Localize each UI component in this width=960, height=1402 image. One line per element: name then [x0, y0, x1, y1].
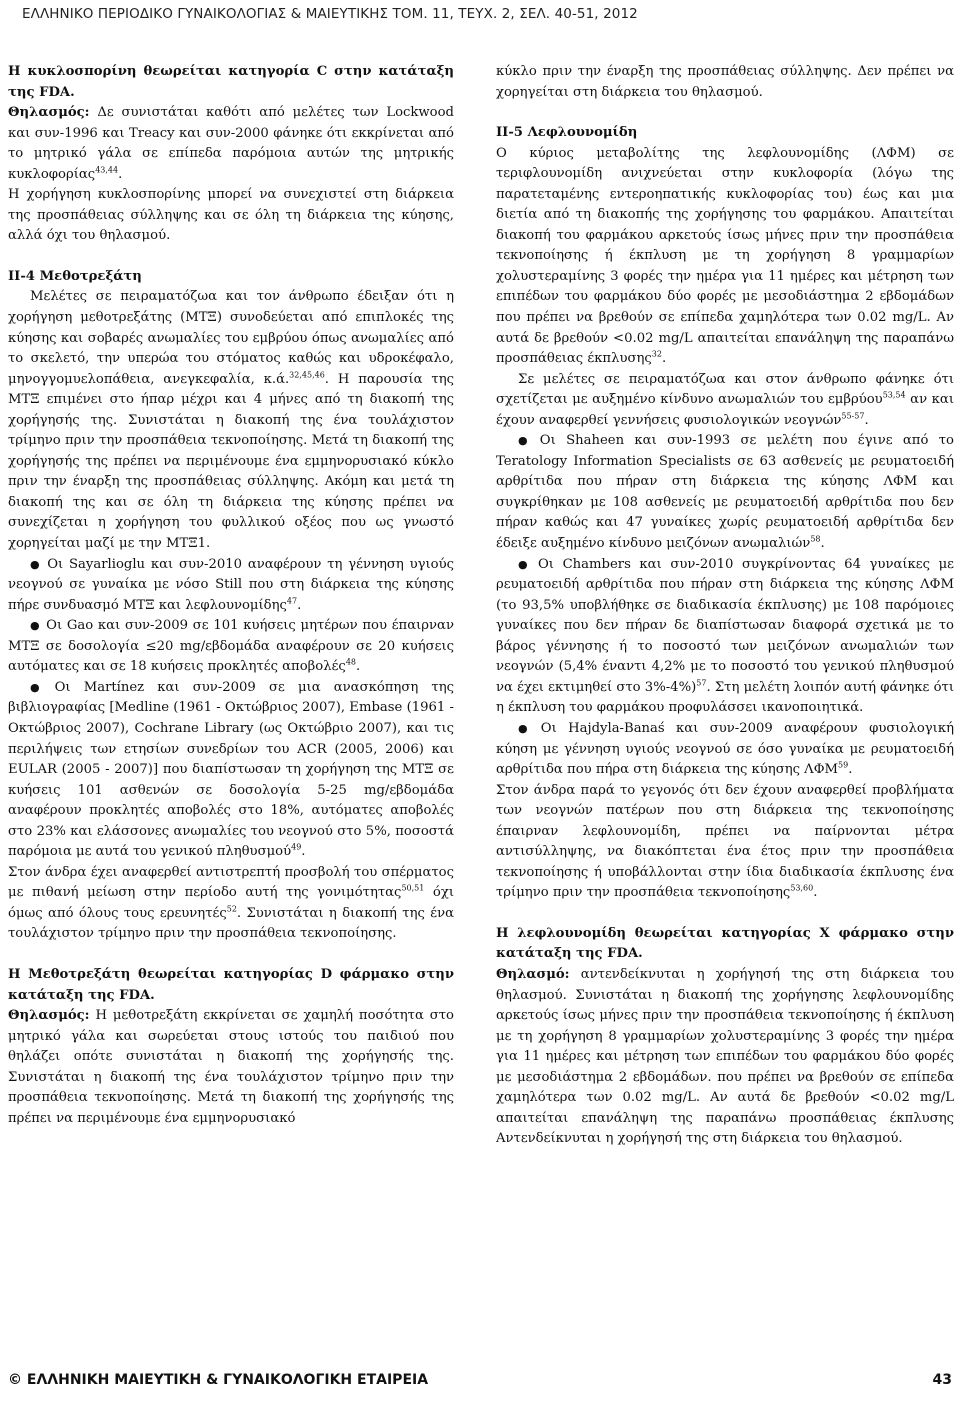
citation: 49 [291, 842, 302, 852]
citation: 43,44 [95, 165, 119, 175]
paragraph-methotrexate-male: Στον άνδρα έχει αναφερθεί αντιστρεπτή προσβολή του σπέρματος με πιθανή μείωση στην περίοδο αυτή της γονιμότητας$^{50,51}$ όχι όμως από όλους τους ερευνητές$^{52}$. Συνιστάται η διακοπή της ένα τουλάχιστον τρίμηνο πριν την προσπάθεια τεκνοποίησης. [8, 864, 454, 942]
section-heading-methotrexate-fda: Η Μεθοτρεξάτη θεωρείται κατηγορίας D φάρμακο στην κατάταξη της FDA. [8, 966, 454, 1003]
citation: 58 [810, 534, 821, 544]
paragraph-cyclosporine-lactation: Θηλασμός: Δε συνιστάται καθότι από μελέτες των Lockwood και συν-1996 και Treacy και συν-2000 φάνηκε ότι εκκρίνεται από το μητρικό γάλα σε επίπεδα παρόμοια αυτών της μητρικής κυκλοφορίας$^{43,44}$. [8, 105, 454, 182]
paragraph-methotrexate-studies: Μελέτες σε πειραματόζωα και τον άνθρωπο έδειξαν ότι η χορήγηση μεθοτρεξάτης (ΜΤΞ) συνοδεύεται από επιπλοκές της κύησης και σοβαρές ανωμαλίες του εμβρύου όπως ανωμαλίες από το σκελετό, την υπερώα του στόματος καθώς και υδροκέφαλο, μηνογγομυελοπάθεια, ανεγκεφαλία, κ.ά.$^{32,45,46}$. Η παρουσία της ΜΤΞ επιμένει στο ήπαρ μέχρι και 4 μήνες από τη διακοπή της χορήγησής της. Συνιστάται η διακοπή της ένα τουλάχιστον τρίμηνο πριν την προσπάθεια τεκνοποίησης. Μετά τη διακοπή της χορήγησής της πρέπει να περιμένουμε ένα εμμηνορυσιακό κύκλο πριν την έναρξη της προσπάθειας σύλληψης. Ακόμη και μετά τη διακοπή της και σε όλη τη διάρκεια της κύησης πρέπει να συνεχίζεται η χορήγηση του φυλλικού οξέος που ως γνωστό χορηγείται μαζί με την ΜΤΞ1. [8, 289, 454, 552]
citation: 59 [838, 760, 849, 770]
citation: 52 [226, 904, 237, 914]
citation: 50,51 [401, 883, 425, 893]
citation: 48 [345, 657, 356, 667]
left-column [8, 62, 454, 1129]
paragraph-methotrexate-lactation: Θηλασμός: Η μεθοτρεξάτη εκκρίνεται σε χαμηλή ποσότητα στο μητρικό γάλα και σωρεύεται στους ιστούς του παιδιού που θηλάζει οπότε συνιστάται η διακοπή της χορήγησής της. Συνιστάται η διακοπή της ένα τουλάχιστον τρίμηνο πριν την προσπάθεια τεκνοποίησης. Μετά τη διακοπή της χορήγησής της πρέπει να περιμένουμε ένα εμμηνορυσιακό [8, 1008, 454, 1126]
right-column [496, 62, 954, 1150]
page-footer [8, 1372, 952, 1394]
section-heading-leflunomide-fda: Η λεφλουνομίδη θεωρείται κατηγορίας Χ φάρμακο στην κατάταξη της FDA. [496, 925, 954, 962]
citation: 55-57 [841, 411, 865, 421]
section-heading-leflunomide: ΙΙ-5 Λεφλουνομίδη [496, 125, 638, 141]
bullet-martinez: ● Οι Martínez και συν-2009 σε μια ανασκόπηση της βιβλιογραφίας [Medline (1961 - Οκτώβριος 2007), Embase (1961 - Οκτώβριος 2007), Cochrane Library (ως Οκτώβριο 2007), και τις περιλήψεις των ετησίων συνεδρίων του ACR (2005, 2006) και EULAR (2005 - 2007)] που διαπίστωσαν τη χορήγηση της ΜΤΞ σε κυήσεις 101 ασθενών σε δοσολογία 5-25 mg/εβδομάδα αναφέρουν προκλητές αποβολές στο 18%, αυτόματες αποβολές στο 23% και ελάσσονες ανωμαλίες του νεογνού στο 5%, ποσοστά παρόμοια με αυτά του γενικού πληθυσμού$^{49}$. [8, 678, 454, 863]
citation: 53,54 [882, 390, 906, 400]
citation: 47 [286, 596, 298, 606]
bullet-chambers: ● Οι Chambers και συν-2010 συγκρίνοντας 64 γυναίκες με ρευματοειδή αρθρίτιδα που πήραν στη διάρκεια της κύησης ΛΦΜ (το 93,5% υποβλήθηκε σε διαδικασία έκπλυσης) με 108 παρόμοιες γυναίκες που δεν πήραν δε διαπίστωσαν διαφορά σχετικά με το βάρος γέννησης ή το ποσοστό των μειζόνων ανωμαλιών των νεογνών (5,4% έναντι 4,2% με το ποσοστό του γενικού πληθυσμού να έχει εκτιμηθεί στο 3%-4%)$^{57}$. Στη μελέτη λοιπόν αυτή φάνηκε ότι η έκπλυση του φαρμάκου προφυλάσσει ικανοποιητικά. [496, 555, 954, 719]
bullet-sayarlioglu: ● Οι Sayarlioglu και συν-2010 αναφέρουν τη γέννηση υγιούς νεογνού σε γυναίκα με νόσο Still που στη διάρκεια της κύησης πήρε συνδυασμό ΜΤΞ και λεφλουνομίδης$^{47}$. [8, 555, 454, 617]
bullet-shaheen: ● Οι Shaheen και συν-1993 σε μελέτη που έγινε από το Teratology Information Specialists σε 63 ασθενείς με ρευματοειδή αρθρίτιδα που πήραν στη διάρκεια της κύησης ΛΦΜ και συγκρίθηκαν με 108 ασθενείς με ρευματοειδή αρθρίτιδα που δεν πήραν καθώς και 47 γυναίκες χωρίς ρευματοειδή αρθρίτιδα δεν έδειξε αυξημένο κίνδυνο μειζόνων ανωμαλιών$^{58}$. [496, 431, 954, 554]
running-header: ΕΛΛΗΝΙΚΟ ΠΕΡΙΟΔΙΚΟ ΓΥΝΑΙΚΟΛΟΓΙΑΣ & ΜΑΙΕΥΤΙΚΗΣ ΤΟΜ. 11, ΤΕΥΧ. 2, ΣΕΛ. 40-51, 2012 [22, 6, 638, 22]
citation: 57 [696, 678, 707, 688]
bullet-gao: ● Οι Gao και συν-2009 σε 101 κυήσεις μητέρων που έπαιρναν ΜΤΞ σε δοσολογία ≤20 mg/εβδομάδα αναφέρουν σε 20 κυήσεις αυτόματες και σε 18 κυήσεις προκλητές αποβολές$^{48}$. [8, 616, 454, 678]
paragraph-leflunomide-risk: Σε μελέτες σε πειραματόζωα και στον άνθρωπο φάνηκε ότι σχετίζεται με αυξημένο κίνδυνο ανωμαλιών του εμβρύου$^{53,54}$ αν και έχουν αναφερθεί γεννήσεις φυσιολογικών νεογνών$^{55-57}$. [496, 371, 954, 428]
lactation-label: Θηλασμός: [8, 1008, 90, 1024]
page-number: 43 [932, 1372, 952, 1388]
lactation-label: Θηλασμός: [8, 105, 90, 121]
bullet-hajdyla-banas: ● Οι Hajdyla-Banaś και συν-2009 αναφέρουν φυσιολογική κύηση με γέννηση υγιούς νεογνού σε όσο γυναίκα με ρευματοειδή αρθρίτιδα που πήρα στη διάρκεια της κύησης ΛΦΜ$^{59}$. [496, 719, 954, 781]
citation: 53,60 [790, 883, 814, 893]
citation: 32,45,46 [289, 370, 325, 380]
citation: 32 [651, 349, 662, 359]
paragraph-cyclosporine-continuation: Η χορήγηση κυκλοσπορίνης μπορεί να συνεχιστεί στη διάρκεια της προσπάθειας σύλληψης και σε όλη τη διάρκεια της κύησης, αλλά όχι του θηλασμού. [8, 187, 454, 244]
section-heading-methotrexate: ΙΙ-4 Μεθοτρεξάτη [8, 268, 142, 284]
paragraph-continuation: κύκλο πριν την έναρξη της προσπάθειας σύλληψης. Δεν πρέπει να χορηγείται στη διάρκεια του θηλασμού. [496, 64, 954, 100]
paragraph-leflunomide-male: Στον άνδρα παρά το γεγονός ότι δεν έχουν αναφερθεί προβλήματα των νεογνών πατέρων που στη διάρκεια της τεκνοποίησης έπαιρναν λεφλουνομίδη, πρέπει να παίρνονται μέτρα αντισύλληψης, να διακόπτεται ένα έτος πριν την προσπάθεια τεκνοποίησης ή υποβάλλονται στην ίδια διαδικασία έκπλυσης ένα τρίμηνο πριν την προσπάθεια τεκνοποίησης$^{53,60}$. [496, 782, 954, 901]
lactation-label: Θηλασμό: [496, 966, 570, 982]
footer-copyright: © ΕΛΛΗΝΙΚΗ ΜΑΙΕΥΤΙΚΗ & ΓΥΝΑΙΚΟΛΟΓΙΚΗ ΕΤΑΙΡΕΙΑ [8, 1372, 429, 1388]
paragraph-leflunomide-metabolite: Ο κύριος μεταβολίτης της λεφλουνομίδης (ΛΦΜ) σε τεριφλουνομίδη ανιχνεύεται στην κυκλοφορία (λόγω της παρατεταμένης εντεροηπατικής κυκλοφορίας του) έως και μια διετία από τη διακοπής της χορήγησης του φαρμάκου. Απαιτείται διακοπή του φαρμάκου αρκετούς ίσως μήνες πριν την προσπάθεια τεκνοποίησης ή έκπλυση με τη χορήγηση 8 γραμμαρίων χολυστεραμίνης 3 φορές την ημέρα για 11 ημέρες και μέτρηση των επιπέδων του φαρμάκου δύο φορές με μεσοδιάστημα 2 εβδομάδων που πρέπει να βρεθούν σε επίπεδα χαμηλότερα των 0.02 mg/L. Αν αυτά δε βρεθούν <0.02 mg/L απαιτείται επανάληψη της παραπάνω προσπάθειας έκπλυσης$^{32}$. [496, 145, 954, 367]
section-heading-cyclosporine-fda: Η κυκλοσπορίνη θεωρείται κατηγορία C στην κατάταξη της FDA. [8, 64, 454, 100]
paragraph-leflunomide-lactation: Θηλασμό: αντενδείκνυται η χορήγησή της στη διάρκεια του θηλασμού. Συνιστάται η διακοπή της χορήγησης λεφλουνομίδης αρκετούς ίσως μήνες πριν την προσπάθεια τεκνοποίησης ή έκπλυση με τη χορήγηση 8 γραμμαρίων χολυστεραμίνης 3 φορές την ημέρα για 11 ημέρες και μέτρηση των επιπέδων του φαρμάκου δύο φορές με μεσοδιάστημα 2 εβδομάδων. που πρέπει να βρεθούν σε επίπεδα χαμηλότερα των 0.02 mg/L. Αν αυτά δε βρεθούν <0.02 mg/L απαιτείται επανάληψη της παραπάνω προσπάθειας έκπλυσης Αντενδείκνυται η χορήγησή της στη διάρκεια του θηλασμού. [496, 966, 954, 1147]
